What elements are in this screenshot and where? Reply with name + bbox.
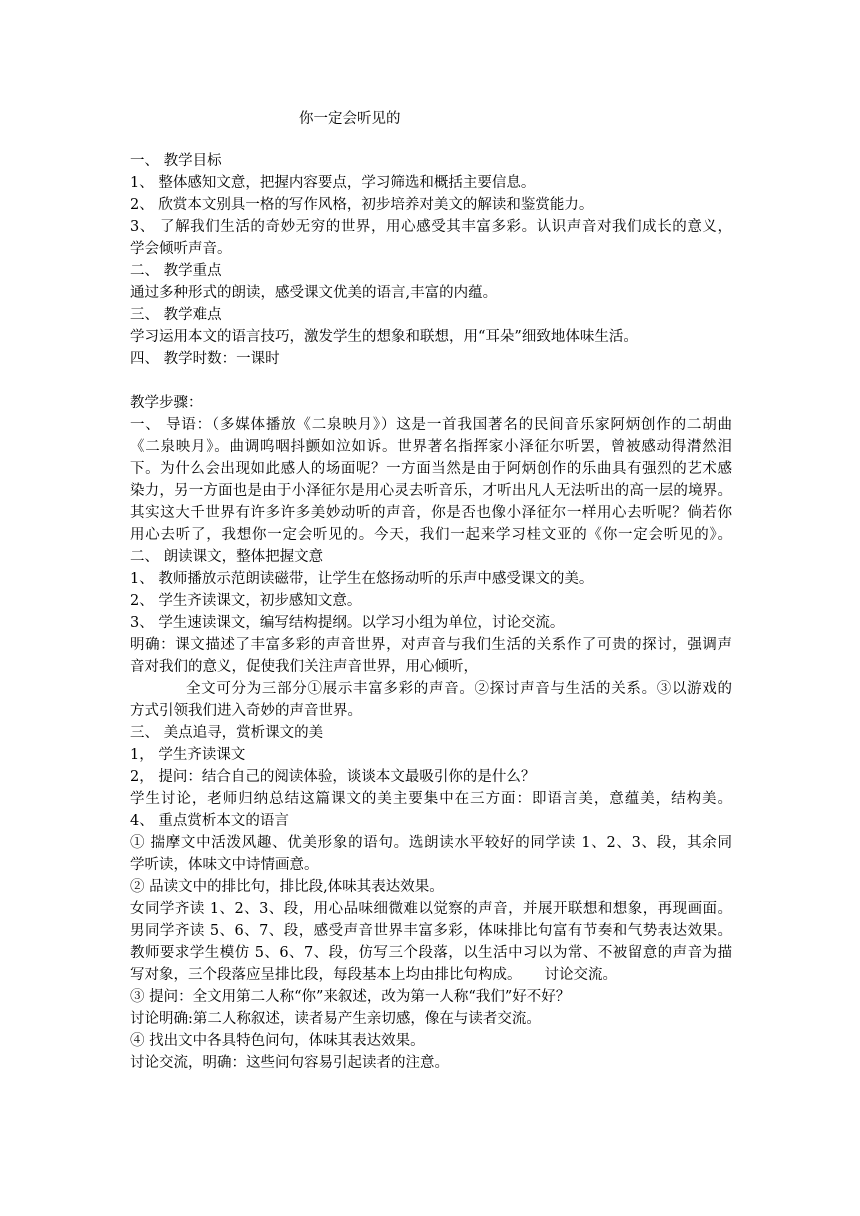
beauty-step-2: 2， 提问：结合自己的阅读体验，谈谈本文最吸引你的是什么？ — [130, 769, 536, 785]
structure-line-2: 方式引领我们进入奇妙的声音世界。 — [130, 703, 362, 719]
heading-steps: 教学步骤： — [130, 395, 203, 411]
clarify-line-2: 音对我们的意义，促使我们关注声音世界，用心倾听， — [130, 659, 478, 675]
boys-reading: 男同学齐读 5、6、7、段，感受声音世界丰富多彩，体味排比句富有节奏和气势表达效果。 — [130, 923, 732, 939]
reading-step-1: 1、 教师播放示范朗读磁带，让学生在悠扬动听的乐声中感受课文的美。 — [130, 571, 594, 587]
girls-reading: 女同学齐读 1、2、3、段，用心品味细微难以觉察的声音，并展开联想和想象，再现画面。 — [130, 901, 732, 917]
objective-3: 3、 了解我们生活的奇妙无穷的世界，用心感受其丰富多彩。认识声音对我们成长的意义， — [130, 219, 732, 235]
item-4-answer: 讨论交流，明确：这些问句容易引起读者的注意。 — [130, 1055, 449, 1071]
item-1-line-2: 学听读，体味文中诗情画意。 — [130, 857, 319, 873]
item-3-answer: 讨论明确:第二人称叙述，读者易产生亲切感，像在与读者交流。 — [130, 1011, 541, 1027]
heading-difficulties: 三、 教学难点 — [130, 307, 222, 323]
blank-line — [130, 370, 732, 392]
intro-line-1: 一、 导语：（多媒体播放《二泉映月》）这是一首我国著名的民间音乐家阿炳创作的二胡曲 — [130, 417, 732, 433]
intro-line-2: 《二泉映月》。曲调呜咽抖颤如泣如诉。世界著名指挥家小泽征尔听罢，曾被感动得潸然泪 — [130, 439, 732, 455]
heading-class-hours: 四、 教学时数：一课时 — [130, 351, 280, 367]
discussion-summary: 学生讨论，老师归纳总结这篇课文的美主要集中在三方面：即语言美，意蕴美，结构美。 — [130, 791, 732, 807]
beauty-step-1: 1， 学生齐读课文 — [130, 747, 246, 763]
clarify-line-1: 明确：课文描述了丰富多彩的声音世界，对声音与我们生活的关系作了可贵的探讨，强调声 — [130, 637, 732, 653]
heading-objectives: 一、 教学目标 — [130, 153, 222, 169]
heading-reading: 二、 朗读课文，整体把握文意 — [130, 549, 324, 565]
document-body — [130, 150, 732, 1074]
difficulties-text: 学习运用本文的语言技巧，激发学生的想象和联想，用“耳朵”细致地体味生活。 — [130, 329, 638, 345]
item-1-line-1: ① 揣摩文中活泼风趣、优美形象的语句。选朗读水平较好的同学读 1、2、3、段，其余同 — [130, 835, 732, 851]
objective-3-cont: 学会倾听声音。 — [130, 241, 232, 257]
intro-line-4: 染力，另一方面也是由于小泽征尔是用心灵去听音乐，才听出凡人无法听出的高一层的境界。 — [130, 483, 732, 499]
reading-step-3: 3、 学生速读课文，编写结构提纲。以学习小组为单位，讨论交流。 — [130, 615, 565, 631]
intro-line-3: 下。为什么会出现如此感人的场面呢？一方面当然是由于阿炳创作的乐曲具有强烈的艺术感 — [130, 461, 732, 477]
reading-step-2: 2、 学生齐读课文，初步感知文意。 — [130, 593, 362, 609]
intro-line-5: 其实这大千世界有许多许多美妙动听的声音，你是否也像小泽征尔一样用心去听呢？倘若你 — [130, 505, 732, 521]
heading-beauty: 三、 美点追寻，赏析课文的美 — [130, 725, 324, 741]
item-3: ③ 提问：全文用第二人称“你”来叙述，改为第一人称“我们”好不好？ — [130, 989, 571, 1005]
document-title: 你一定会听见的 — [299, 111, 401, 127]
structure-line-1: 全文可分为三部分①展示丰富多彩的声音。②探讨声音与生活的关系。③以游戏的 — [186, 681, 732, 697]
imitation-line-1: 教师要求学生模仿 5、6、7、段，仿写三个段落，以生活中习以为常、不被留意的声音为描 — [130, 945, 732, 961]
intro-line-6: 用心去听了，我想你一定会听见的。今天，我们一起来学习桂文亚的《你一定会听见的》。 — [130, 527, 732, 543]
objective-1: 1、 整体感知文意，把握内容要点，学习筛选和概括主要信息。 — [130, 175, 536, 191]
beauty-step-4: 4、 重点赏析本文的语言 — [130, 813, 289, 829]
imitation-line-2: 写对象，三个段落应呈排比段，每段基本上均由排比句构成。 讨论交流。 — [130, 967, 618, 983]
heading-key-points: 二、 教学重点 — [130, 263, 222, 279]
objective-2: 2、 欣赏本文别具一格的写作风格，初步培养对美文的解读和鉴赏能力。 — [130, 197, 594, 213]
item-4: ④ 找出文中各具特色问句，体味其表达效果。 — [130, 1033, 425, 1049]
key-points-text: 通过多种形式的朗读，感受课文优美的语言,丰富的内蕴。 — [130, 285, 498, 301]
item-2: ② 品读文中的排比句，排比段,体味其表达效果。 — [130, 879, 444, 895]
